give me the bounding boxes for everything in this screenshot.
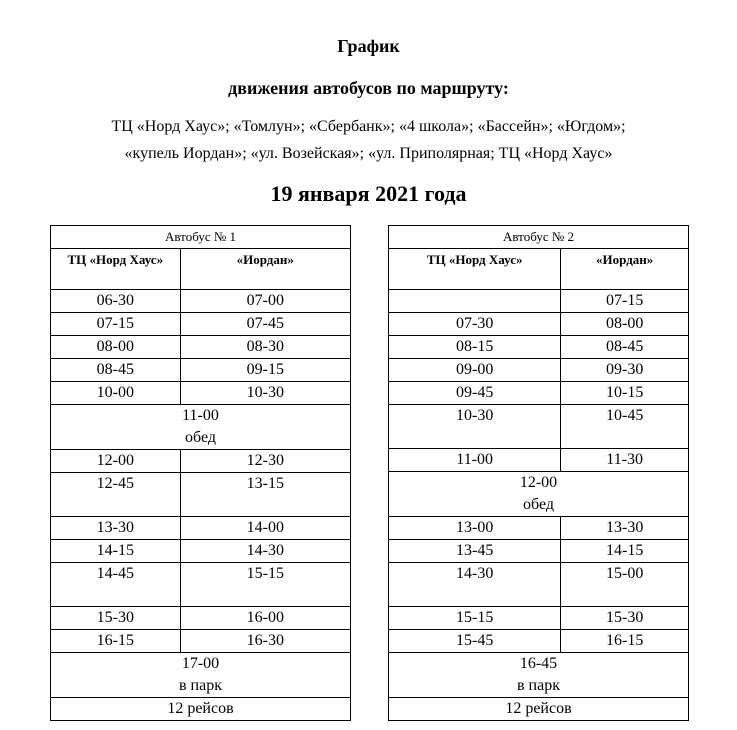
table-cell: 09-45 <box>389 382 561 405</box>
table-cell: 13-45 <box>389 540 561 563</box>
table-cell: 13-30 <box>51 517 181 540</box>
table-cell: 08-15 <box>389 336 561 359</box>
table-cell: 13-30 <box>561 517 689 540</box>
table-cell: 07-45 <box>180 313 350 336</box>
bus2-col-stop-nord: ТЦ «Норд Хаус» <box>389 249 561 290</box>
bus2-name: Автобус № 2 <box>389 226 689 249</box>
bus1-lunch-time: 11-00 <box>182 407 219 424</box>
table-cell: 12-00 <box>51 450 181 473</box>
table-cell: 10-30 <box>180 382 350 405</box>
bus1-lunch-cell <box>51 405 351 450</box>
bus1-lunch-label: обед <box>185 429 216 446</box>
table-cell: 07-15 <box>51 313 181 336</box>
table-cell: 12-30 <box>180 450 350 473</box>
table-cell: 08-30 <box>180 336 350 359</box>
table-cell: 09-00 <box>389 359 561 382</box>
bus1-col-stop-iordan: «Иордан» <box>180 249 350 290</box>
bus1-schedule-table <box>50 225 351 721</box>
table-cell: 16-30 <box>180 630 350 653</box>
table-cell: 07-00 <box>180 290 350 313</box>
table-cell: 10-15 <box>561 382 689 405</box>
table-cell: 14-15 <box>51 540 181 563</box>
table-cell: 14-45 <box>51 563 181 607</box>
bus2-park-cell <box>389 653 689 698</box>
table-cell: 09-15 <box>180 359 350 382</box>
table-cell: 14-15 <box>561 540 689 563</box>
table-cell: 15-45 <box>389 630 561 653</box>
table-cell: 12-45 <box>51 473 181 517</box>
table-cell: 10-30 <box>389 405 561 449</box>
bus1-name: Автобус № 1 <box>51 226 351 249</box>
bus1-park-cell <box>51 653 351 698</box>
bus2-lunch-time: 12-00 <box>519 474 558 491</box>
table-cell: 08-00 <box>561 313 689 336</box>
table-cell: 11-00 <box>389 449 561 472</box>
table-cell: 08-45 <box>561 336 689 359</box>
table-cell: 15-00 <box>561 563 689 607</box>
table-cell: 08-45 <box>51 359 181 382</box>
bus2-lunch-label: обед <box>523 496 554 513</box>
bus2-lunch-cell <box>389 472 689 517</box>
route-line-1: ТЦ «Норд Хаус»; «Томлун»; «Сбербанк»; «4 школа»; «Бассейн»; «Югдом»; <box>111 118 626 135</box>
bus1-park-time: 17-00 <box>181 655 220 672</box>
bus2-schedule-table <box>388 225 689 721</box>
table-cell: 15-15 <box>180 563 350 607</box>
bus1-trips: 12 рейсов <box>51 698 351 721</box>
table-cell: 07-30 <box>389 313 561 336</box>
table-cell: 13-15 <box>180 473 350 517</box>
bus2-park-time: 16-45 <box>519 655 558 672</box>
table-cell: 10-45 <box>561 405 689 449</box>
bus2-trips: 12 рейсов <box>389 698 689 721</box>
table-cell: 10-00 <box>51 382 181 405</box>
bus1-park-label: в парк <box>179 677 222 694</box>
table-cell <box>389 290 561 313</box>
table-cell: 15-15 <box>389 607 561 630</box>
table-cell: 13-00 <box>389 517 561 540</box>
schedule-date: 19 января 2021 года <box>270 181 467 206</box>
page-subtitle: движения автобусов по маршруту: <box>228 78 509 98</box>
table-cell: 08-00 <box>51 336 181 359</box>
table-cell: 15-30 <box>561 607 689 630</box>
page-title: График <box>337 36 400 56</box>
table-cell: 11-30 <box>561 449 689 472</box>
table-cell: 16-15 <box>51 630 181 653</box>
table-cell: 14-00 <box>180 517 350 540</box>
bus2-col-stop-iordan: «Иордан» <box>561 249 689 290</box>
table-cell: 09-30 <box>561 359 689 382</box>
table-cell: 14-30 <box>389 563 561 607</box>
bus2-park-label: в парк <box>517 677 560 694</box>
table-cell: 14-30 <box>180 540 350 563</box>
bus1-col-stop-nord: ТЦ «Норд Хаус» <box>51 249 181 290</box>
table-cell: 16-00 <box>180 607 350 630</box>
table-cell: 07-15 <box>561 290 689 313</box>
table-cell: 16-15 <box>561 630 689 653</box>
route-line-2: «купель Иордан»; «ул. Возейская»; «ул. Приполярная; ТЦ «Норд Хаус» <box>124 145 613 162</box>
table-cell: 15-30 <box>51 607 181 630</box>
table-cell: 06-30 <box>51 290 181 313</box>
